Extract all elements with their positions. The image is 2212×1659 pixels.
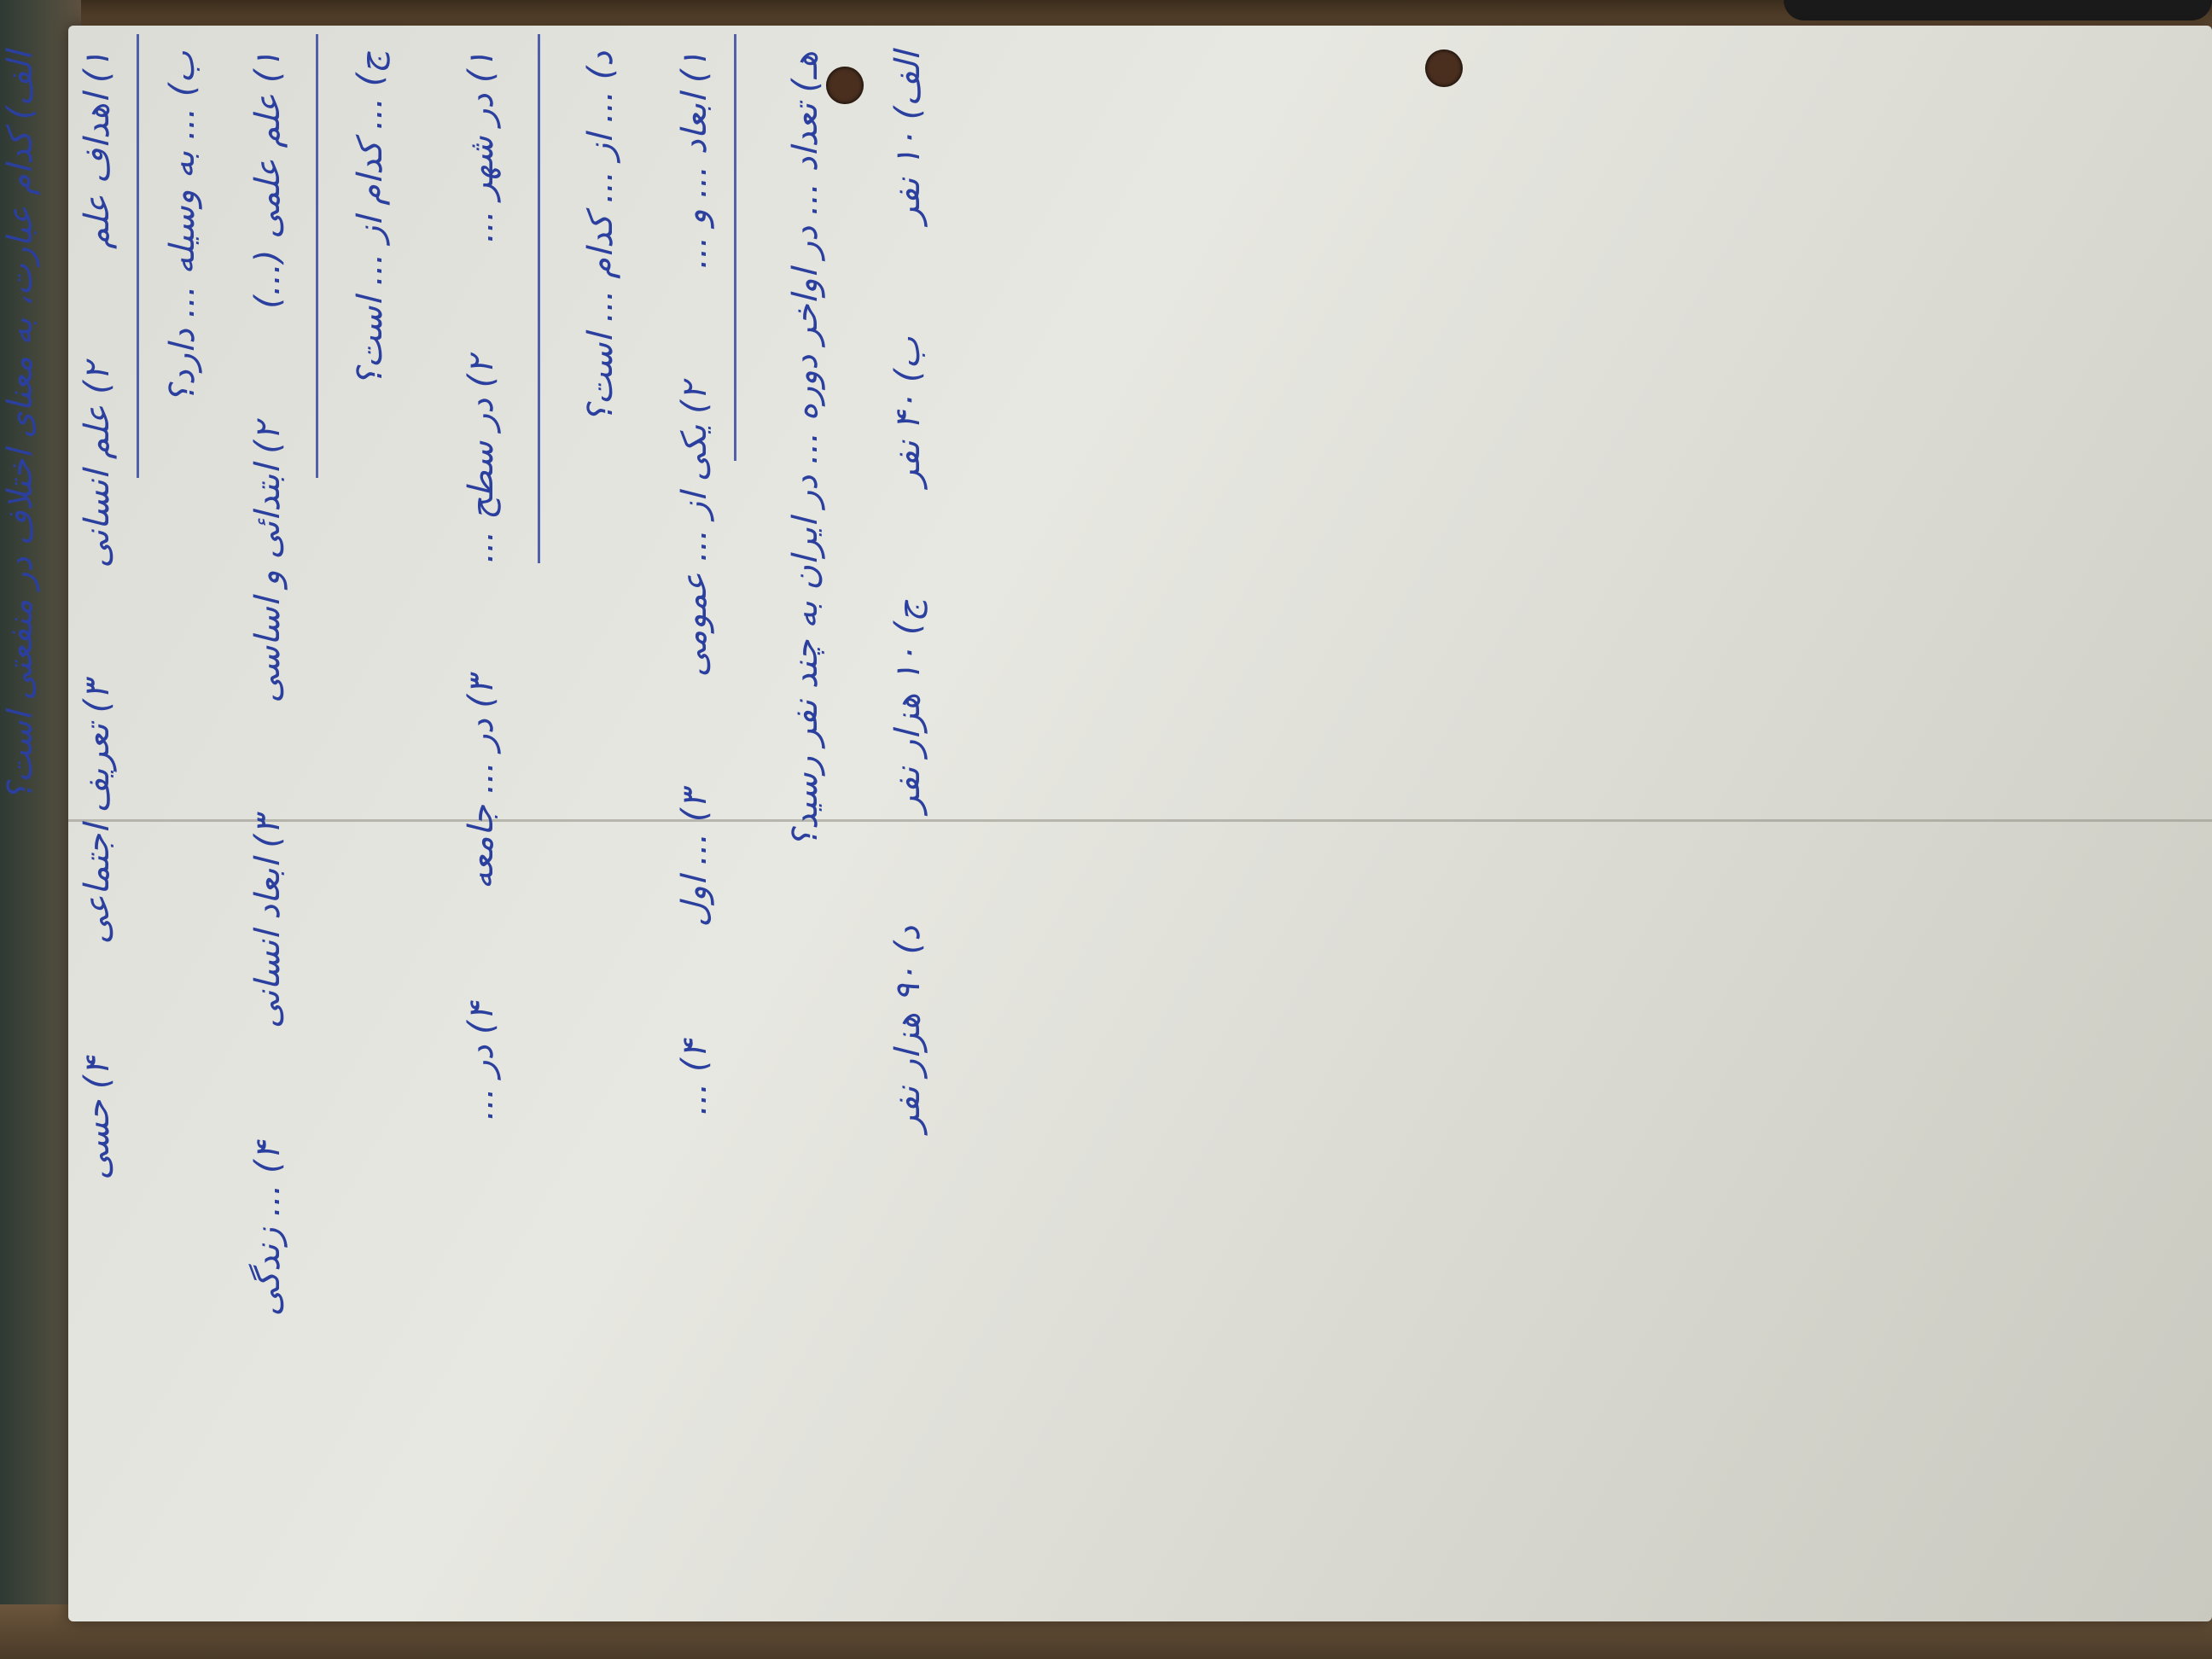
option: ۱) در شهر ...	[462, 51, 501, 243]
handwritten-content	[0, 0, 1045, 1659]
option: ۲) در سطح ...	[462, 356, 501, 563]
question-c-options	[461, 51, 502, 1223]
option: ۴) ...	[675, 1039, 714, 1115]
divider	[734, 34, 736, 461]
option: ۴) در ...	[462, 1002, 501, 1121]
option: ۱) ابعاد ... و ...	[675, 51, 714, 270]
option: ب) ۴۰ نفر	[888, 336, 928, 486]
question-b-options	[247, 51, 288, 1418]
punch-hole	[1425, 49, 1463, 87]
question-d: د) ... از ... کدام ... است؟	[581, 51, 620, 423]
question-e-options	[888, 51, 928, 1235]
option: ۳) در ... جامعه	[462, 676, 501, 890]
question-d-options	[674, 51, 715, 1218]
option: ۳) ... اول	[675, 790, 714, 928]
option: ۱) اهداف علم	[78, 51, 117, 250]
question-a-options	[77, 51, 118, 1283]
divider	[137, 34, 139, 478]
divider	[538, 34, 540, 563]
option: ۴) حسی	[78, 1057, 117, 1180]
option: ۳) ابعاد انسانی	[248, 816, 288, 1029]
option: الف) ۱۰ نفر	[888, 51, 928, 224]
option: ج) ۱۰ هزار نفر	[888, 599, 928, 813]
question-e: هـ) تعداد ... در اواخر دوره ... در ایران به چند نفر رسید؟	[786, 51, 825, 848]
option: د) ۹۰ هزار نفر	[888, 926, 928, 1132]
option: ۲) یکی از ... عمومی	[675, 381, 714, 678]
option: ۱) علم علمی (...)	[248, 51, 288, 309]
option: ۲) علم انسانی	[78, 362, 117, 568]
option: ۲) ابتدائی و اساسی	[248, 422, 288, 703]
question-c: ج) ... کدام از ... است؟	[351, 51, 390, 387]
question-b: ب) ... به وسیله ... دارد؟	[163, 51, 202, 404]
phone-device	[1784, 0, 2212, 20]
divider	[316, 34, 318, 478]
question-a: الف) کدام عبارت، به معنای اختلاف در منفعتی است؟	[1, 51, 40, 801]
option: ۴) ... زندگی	[248, 1141, 288, 1317]
option: ۳) تعریف اجتماعی	[78, 681, 117, 945]
